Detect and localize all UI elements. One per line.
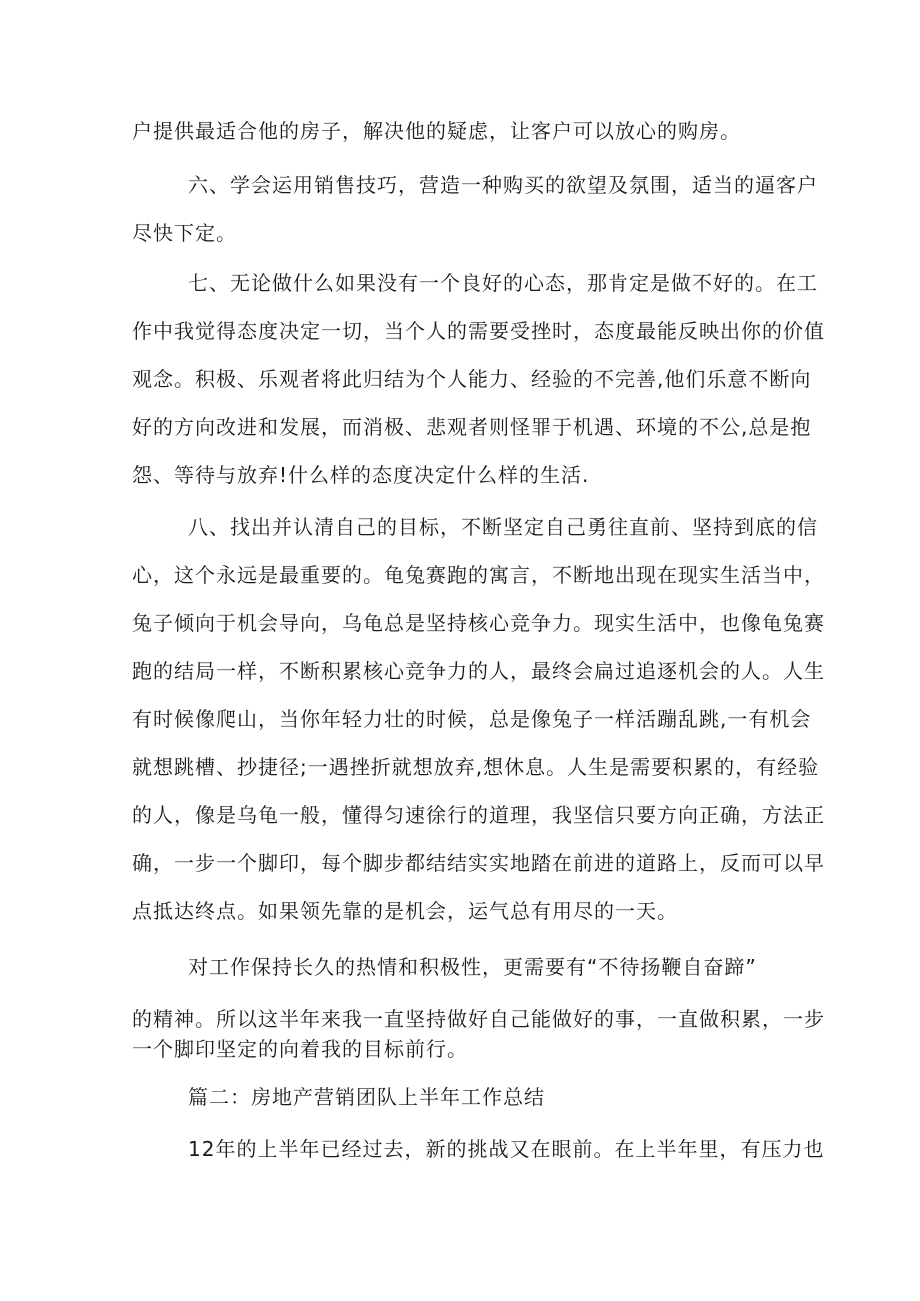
paragraph-line: 12年的上半年已经过去，新的挑战又在眼前。在上半年里，有压力也: [188, 1137, 825, 1161]
paragraph-line: 六、学会运用销售技巧，营造一种购买的欲望及氛围，适当的逼客户: [188, 173, 818, 197]
paragraph-line: 对工作保持长久的热情和积极性，更需要有“不待扬鞭自奋蹄”: [188, 955, 757, 979]
paragraph-line: 兔子倾向于机会导向，乌龟总是坚持核心竞争力。现实生活中，也像龟兔赛: [132, 611, 825, 635]
paragraph-line: 跑的结局一样，不断积累核心竞争力的人，最终会扁过追逐机会的人。人生: [132, 659, 825, 683]
paragraph-line: 七、无论做什么如果没有一个良好的心态，那肯定是做不好的。在工: [188, 271, 818, 295]
paragraph-line: 有时候像爬山，当你年轻力壮的时候，总是像兔子一样活蹦乱跳,一有机会: [132, 707, 812, 731]
paragraph-line: 的精神。所以这半年来我一直坚持做好自己能做好的事，一直做积累，一步: [132, 1007, 825, 1031]
paragraph-line: 尽快下定。: [132, 221, 237, 245]
paragraph-line: 就想跳槽、抄捷径;一遇挫折就想放弃,想休息。人生是需要积累的，有经验: [132, 755, 820, 779]
paragraph-line: 心，这个永远是最重要的。龟兔赛跑的寓言，不断地出现在现实生活当中，: [132, 563, 825, 587]
paragraph-line: 八、找出并认清自己的目标，不断坚定自己勇往直前、坚持到底的信: [188, 515, 818, 539]
section-heading: 篇二：房地产营销团队上半年工作总结: [188, 1085, 545, 1109]
paragraph-line: 确，一步一个脚印，每个脚步都结结实实地踏在前进的道路上，反而可以早: [132, 851, 825, 875]
paragraph-line: 户提供最适合他的房子，解决他的疑虑，让客户可以放心的购房。: [132, 119, 741, 143]
paragraph-line: 点抵达终点。如果领先靠的是机会，运气总有用尽的一天。: [132, 899, 678, 923]
paragraph-line: 怨、等待与放弃!什么样的态度决定什么样的生活.: [132, 463, 590, 487]
paragraph-line: 一个脚印坚定的向着我的目标前行。: [132, 1037, 468, 1061]
paragraph-line: 观念。积极、乐观者将此归结为个人能力、经验的不完善,他们乐意不断向: [132, 367, 812, 391]
paragraph-line: 的人，像是乌龟一般，懂得匀速徐行的道理，我坚信只要方向正确，方法正: [132, 803, 825, 827]
paragraph-line: 好的方向改进和发展，而消极、悲观者则怪罪于机遇、环境的不公,总是抱: [132, 415, 812, 439]
paragraph-line: 作中我觉得态度决定一切，当个人的需要受挫时，态度最能反映出你的价值: [132, 319, 825, 343]
